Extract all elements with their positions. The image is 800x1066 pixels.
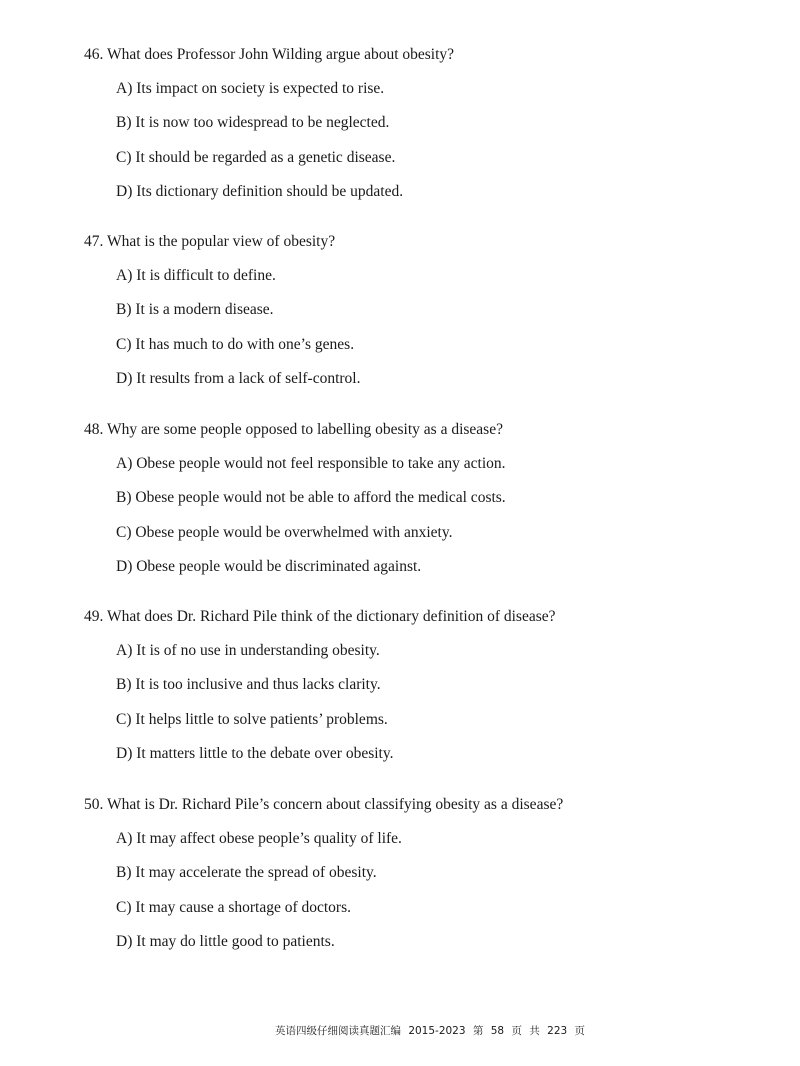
footer-page-number: 58 [490, 1025, 505, 1037]
footer-total-unit: 页 [574, 1025, 586, 1037]
option-b: B) Obese people would not be able to afford the medical costs. [116, 489, 506, 507]
footer-total-pages: 223 [547, 1025, 568, 1037]
question-49 [84, 607, 764, 764]
option-c: C) It may cause a shortage of doctors. [116, 898, 352, 916]
option-c: C) It has much to do with one’s genes. [116, 335, 355, 353]
option-b: B) It is now too widespread to be neglected. [116, 114, 390, 132]
option-a: A) It is difficult to define. [116, 267, 276, 285]
question-stem: 48. Why are some people opposed to labelling obesity as a disease? [84, 421, 503, 438]
question-50 [84, 795, 764, 952]
option-b: B) It is too inclusive and thus lacks clarity. [116, 676, 381, 694]
option-list [84, 641, 764, 764]
option-b: B) It may accelerate the spread of obesity. [116, 864, 377, 882]
option-d: D) It results from a lack of self-control. [116, 369, 361, 387]
footer-years: 2015-2023 [408, 1025, 466, 1037]
option-c: C) It should be regarded as a genetic disease. [116, 148, 396, 166]
footer-book-title: 英语四级仔细阅读真题汇编 [274, 1025, 401, 1037]
option-d: D) It may do little good to patients. [116, 932, 335, 950]
option-a: A) Its impact on society is expected to rise. [116, 80, 385, 98]
option-c: C) It helps little to solve patients’ problems. [116, 710, 388, 728]
option-list [84, 266, 764, 389]
option-c: C) Obese people would be overwhelmed with anxiety. [116, 523, 453, 541]
option-d: D) Obese people would be discriminated against. [116, 557, 422, 575]
option-d: D) It matters little to the debate over obesity. [116, 744, 394, 762]
footer-page-prefix: 第 [472, 1025, 484, 1037]
question-stem: 50. What is Dr. Richard Pile’s concern about classifying obesity as a disease? [84, 796, 564, 813]
option-b: B) It is a modern disease. [116, 301, 274, 319]
question-stem: 47. What is the popular view of obesity? [84, 233, 336, 250]
option-a: A) Obese people would not feel responsible to take any action. [116, 455, 506, 473]
question-46 [84, 45, 764, 202]
option-d: D) Its dictionary definition should be updated. [116, 182, 404, 200]
option-a: A) It may affect obese people’s quality of life. [116, 830, 402, 848]
option-a: A) It is of no use in understanding obesity. [116, 642, 380, 660]
option-list [84, 79, 764, 202]
footer-total-prefix: 共 [529, 1025, 540, 1037]
page-footer [0, 1024, 800, 1038]
question-stem: 49. What does Dr. Richard Pile think of the dictionary definition of disease? [84, 608, 556, 625]
question-stem: 46. What does Professor John Wilding argue about obesity? [84, 46, 455, 63]
option-list [84, 454, 764, 577]
question-48 [84, 420, 764, 577]
option-list [84, 829, 764, 952]
footer-page-unit: 页 [511, 1025, 522, 1037]
question-47 [84, 232, 764, 389]
